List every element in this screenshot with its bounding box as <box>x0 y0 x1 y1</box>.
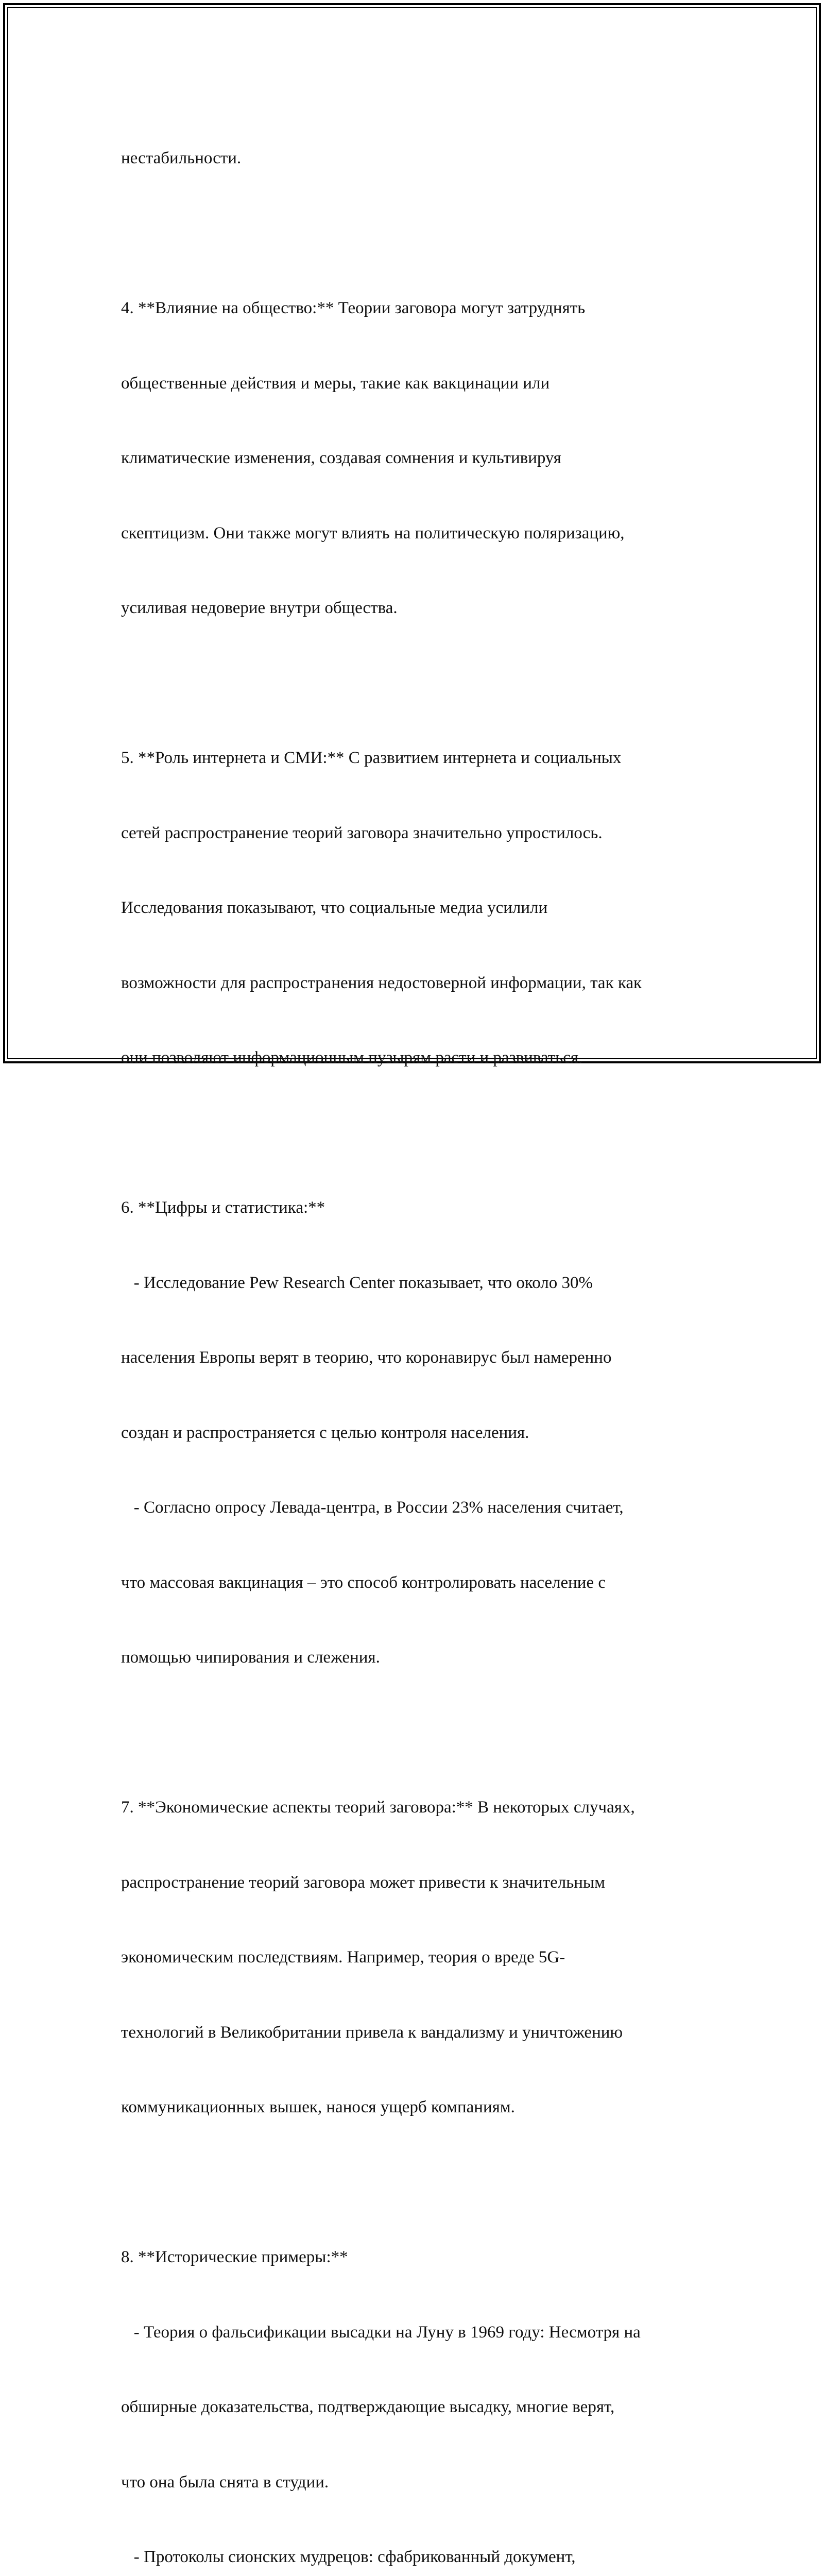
text-line: помощью чипирования и слежения. <box>121 1648 380 1667</box>
text-line: распространение теорий заговора может привести к значительным <box>121 1873 605 1892</box>
document-body <box>121 96 718 2576</box>
text-line: что она была снята в студии. <box>121 2472 329 2492</box>
text-line: скептицизм. Они также могут влиять на политическую поляризацию, <box>121 523 625 543</box>
blank-line <box>121 2170 718 2195</box>
blank-line <box>121 671 718 696</box>
text-line: создан и распространяется с целью контроля населения. <box>121 1423 529 1442</box>
text-line: технологий в Великобритании привела к вандализму и уничтожению <box>121 2023 623 2042</box>
text-line: - Протоколы сионских мудрецов: сфабрикованный документ, <box>121 2548 576 2566</box>
text-line: нестабильности. <box>121 149 242 167</box>
text-line: 5. **Роль интернета и СМИ:** С развитием интернета и социальных <box>121 749 622 767</box>
text-line: - Согласно опросу Левада-центра, в России 23% населения считает, <box>121 1498 624 1517</box>
text-line: экономическим последствиям. Например, теория о вреде 5G- <box>121 1948 565 1967</box>
text-line: климатические изменения, создавая сомнения и культивируя <box>121 449 561 467</box>
text-line: они позволяют информационным пузырям расти и развиваться. <box>121 1048 583 1067</box>
text-line: - Теория о фальсификации высадки на Луну в 1969 году: Несмотря на <box>121 2323 641 2342</box>
text-line: обширные доказательства, подтверждающие высадку, многие верят, <box>121 2398 615 2416</box>
text-line: 4. **Влияние на общество:** Теории заговора могут затруднять <box>121 299 586 317</box>
text-line: общественные действия и меры, такие как вакцинации или <box>121 374 550 393</box>
text-line: сетей распространение теорий заговора значительно упростилось. <box>121 823 603 842</box>
text-line: 7. **Экономические аспекты теорий заговора:** В некоторых случаях, <box>121 1798 635 1817</box>
blank-line <box>121 221 718 246</box>
text-line: 6. **Цифры и статистика:** <box>121 1198 325 1217</box>
blank-line <box>121 1121 718 1146</box>
text-line: - Исследование Pew Research Center показывает, что около 30% <box>121 1273 593 1292</box>
blank-line <box>121 1720 718 1745</box>
text-line: Исследования показывают, что социальные медиа усилили <box>121 899 548 917</box>
text-line: 8. **Исторические примеры:** <box>121 2248 348 2266</box>
text-line: что массовая вакцинация – это способ контролировать население с <box>121 1573 606 1592</box>
text-line: коммуникационных вышек, нанося ущерб компаниям. <box>121 2098 515 2116</box>
text-line: возможности для распространения недостоверной информации, так как <box>121 973 642 992</box>
text-line: населения Европы верят в теорию, что коронавирус был намеренно <box>121 1348 612 1367</box>
text-line: усиливая недоверие внутри общества. <box>121 599 398 617</box>
